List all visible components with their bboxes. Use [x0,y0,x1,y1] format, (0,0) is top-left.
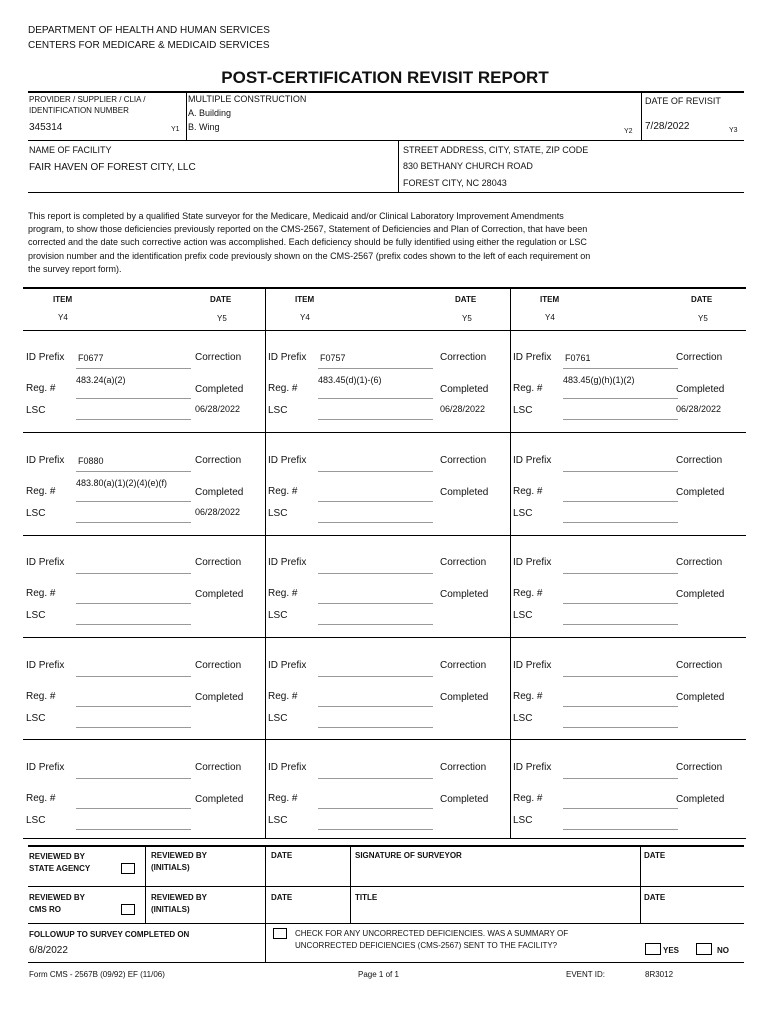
id-prefix-label: ID Prefix [513,660,552,671]
grid-date-header: DATE [691,295,713,304]
grid-row-divider [23,535,746,536]
id-prefix-value[interactable]: F0757 [320,353,346,363]
reg-label: Reg. # [26,691,56,702]
yes-label: YES [663,946,680,955]
completed-label: Completed [195,487,244,498]
reg-value[interactable]: 483.45(g)(h)(1)(2) [563,375,635,385]
reviewed-cms-label-2: CMS RO [29,905,61,914]
grid-item-header: ITEM [295,295,315,304]
id-prefix-label: ID Prefix [513,762,552,773]
completed-label: Completed [676,692,725,703]
id-prefix-underline [563,368,678,369]
event-id-label: EVENT ID: [566,970,605,979]
department-line-2: CENTERS FOR MEDICARE & MEDICAID SERVICES [28,40,270,51]
title-label: TITLE [355,893,378,902]
revisit-date: 7/28/2022 [645,121,690,132]
reg-label: Reg. # [268,383,298,394]
lsc-underline [76,522,191,523]
reg-underline [563,398,678,399]
revisit-label: DATE OF REVISIT [645,96,721,106]
grid-item-code: Y4 [58,313,68,322]
correction-label: Correction [195,660,242,671]
id-prefix-underline [76,573,191,574]
grid-item-code: Y4 [545,313,555,322]
uncorrected-question-2: UNCORRECTED DEFICIENCIES (CMS-2567) SENT TO THE FACILITY? [295,941,558,950]
reg-label: Reg. # [26,793,56,804]
id-prefix-underline [318,676,433,677]
grid-item-code: Y4 [300,313,310,322]
lsc-underline [76,624,191,625]
lsc-underline [76,727,191,728]
id-prefix-label: ID Prefix [26,557,65,568]
lsc-underline [318,624,433,625]
lsc-underline [76,829,191,830]
reg-underline [76,706,191,707]
completion-date[interactable]: 06/28/2022 [195,404,241,414]
reg-underline [76,501,191,502]
id-prefix-label: ID Prefix [513,557,552,568]
grid-date-header: DATE [210,295,232,304]
cms-date-label: DATE [271,893,293,902]
reg-underline [563,501,678,502]
event-id-value: 8R3012 [645,970,674,979]
completed-label: Completed [676,589,725,600]
correction-label: Correction [440,557,487,568]
correction-label: Correction [676,660,723,671]
id-prefix-underline [318,573,433,574]
reviewed-initials-label-2: (INITIALS) [151,863,190,872]
correction-label: Correction [676,762,723,773]
reg-underline [318,603,433,604]
construction-building: A. Building [188,108,232,118]
lsc-label: LSC [26,815,46,826]
reg-underline [318,808,433,809]
lsc-label: LSC [26,405,46,416]
reg-label: Reg. # [26,486,56,497]
lsc-label: LSC [513,713,533,724]
reg-label: Reg. # [268,486,298,497]
correction-label: Correction [195,352,242,363]
uncorrected-checkbox[interactable] [273,928,287,939]
reg-label: Reg. # [268,588,298,599]
id-prefix-label: ID Prefix [513,455,552,466]
lsc-underline [563,624,678,625]
id-prefix-label: ID Prefix [268,455,307,466]
id-prefix-label: ID Prefix [26,352,65,363]
completed-label: Completed [195,692,244,703]
completion-date[interactable]: 06/28/2022 [195,507,241,517]
reg-label: Reg. # [513,486,543,497]
state-agency-checkbox[interactable] [121,863,135,874]
id-prefix-underline [563,573,678,574]
completed-label: Completed [676,487,725,498]
correction-label: Correction [440,455,487,466]
lsc-underline [318,727,433,728]
lsc-label: LSC [513,508,533,519]
grid-column-divider [510,288,511,838]
reg-underline [76,808,191,809]
correction-label: Correction [676,455,723,466]
grid-date-code: Y5 [698,314,708,323]
lsc-underline [318,829,433,830]
construction-label: MULTIPLE CONSTRUCTION [188,94,307,104]
lsc-label: LSC [513,815,533,826]
id-prefix-label: ID Prefix [513,352,552,363]
id-prefix-value[interactable]: F0677 [78,353,104,363]
grid-date-code: Y5 [462,314,472,323]
id-prefix-label: ID Prefix [26,660,65,671]
reg-underline [76,398,191,399]
reg-value[interactable]: 483.24(a)(2) [76,375,126,385]
intro-line: the survey report form). [28,263,122,274]
lsc-underline [318,522,433,523]
reviewed-cms-initials-label-2: (INITIALS) [151,905,190,914]
completed-label: Completed [440,487,489,498]
reg-label: Reg. # [513,691,543,702]
completion-date[interactable]: 06/28/2022 [440,404,486,414]
grid-date-header: DATE [455,295,477,304]
correction-label: Correction [440,660,487,671]
no-checkbox[interactable] [696,943,712,955]
reg-underline [563,808,678,809]
id-prefix-underline [563,676,678,677]
completed-label: Completed [195,589,244,600]
construction-code: Y2 [624,128,633,135]
construction-wing: B. Wing [188,122,220,132]
facility-name: FAIR HAVEN OF FOREST CITY, LLC [29,162,196,173]
lsc-label: LSC [26,508,46,519]
provider-label-1: PROVIDER / SUPPLIER / CLIA / [29,95,146,104]
form-number: Form CMS - 2567B (09/92) EF (11/06) [29,970,165,979]
id-prefix-underline [318,368,433,369]
lsc-label: LSC [268,713,288,724]
reviewed-cms-initials-label-1: REVIEWED BY [151,893,208,902]
page-title: POST-CERTIFICATION REVISIT REPORT [221,68,549,87]
reg-underline [318,501,433,502]
lsc-label: LSC [26,610,46,621]
reg-underline [318,398,433,399]
completed-label: Completed [676,794,725,805]
reg-underline [76,603,191,604]
provider-label-2: IDENTIFICATION NUMBER [29,106,129,115]
id-prefix-value[interactable]: F0880 [78,456,104,466]
reg-label: Reg. # [26,383,56,394]
id-prefix-underline [76,676,191,677]
followup-date: 6/8/2022 [29,945,68,956]
signature-label: SIGNATURE OF SURVEYOR [355,851,462,860]
grid-item-header: ITEM [540,295,560,304]
completed-label: Completed [440,794,489,805]
lsc-underline [318,419,433,420]
lsc-underline [563,419,678,420]
reg-value[interactable]: 483.80(a)(1)(2)(4)(e)(f) [76,478,168,488]
uncorrected-question-1: CHECK FOR ANY UNCORRECTED DEFICIENCIES. WAS A SUMMARY OF [295,929,569,938]
correction-label: Correction [676,352,723,363]
reg-value[interactable]: 483.45(d)(1)-(6) [318,375,382,385]
cms-ro-checkbox[interactable] [121,904,135,915]
id-prefix-label: ID Prefix [268,557,307,568]
id-prefix-label: ID Prefix [26,455,65,466]
revisit-code: Y3 [729,127,738,134]
reg-label: Reg. # [268,793,298,804]
id-prefix-label: ID Prefix [268,352,307,363]
completed-label: Completed [676,384,725,395]
id-prefix-underline [318,471,433,472]
grid-row-divider [23,739,746,740]
reg-label: Reg. # [26,588,56,599]
lsc-label: LSC [513,405,533,416]
lsc-underline [563,727,678,728]
lsc-underline [76,419,191,420]
completed-label: Completed [440,692,489,703]
reg-underline [318,706,433,707]
reg-label: Reg. # [513,793,543,804]
completed-label: Completed [195,794,244,805]
reg-label: Reg. # [268,691,298,702]
completed-label: Completed [440,589,489,600]
intro-line: corrected and the date such corrective action was accomplished. Each deficiency should be fully identified using either the regulation or LSC [28,237,587,248]
facility-name-label: NAME OF FACILITY [29,145,112,155]
review-date-label: DATE [271,851,293,860]
lsc-label: LSC [268,815,288,826]
lsc-label: LSC [268,405,288,416]
intro-line: This report is completed by a qualified State surveyor for the Medicare, Medicaid and/or Clinical Laboratory Improvement Amendments [28,211,564,221]
department-line-1: DEPARTMENT OF HEALTH AND HUMAN SERVICES [28,25,270,36]
correction-label: Correction [440,352,487,363]
address-line-1: 830 BETHANY CHURCH ROAD [403,161,533,171]
lsc-label: LSC [268,508,288,519]
grid-top-border [23,287,746,289]
reg-label: Reg. # [513,383,543,394]
correction-label: Correction [195,455,242,466]
id-prefix-underline [76,471,191,472]
completed-label: Completed [440,384,489,395]
provider-number: 345314 [29,122,63,133]
lsc-underline [563,522,678,523]
id-prefix-underline [563,471,678,472]
address-label: STREET ADDRESS, CITY, STATE, ZIP CODE [403,145,589,155]
id-prefix-label: ID Prefix [268,660,307,671]
id-prefix-underline [318,778,433,779]
reg-underline [563,603,678,604]
completed-label: Completed [195,384,244,395]
reviewed-cms-label-1: REVIEWED BY [29,893,86,902]
title-date-label: DATE [644,893,666,902]
intro-line: provision number and the identification prefix code previously shown on the CMS-2567 (prefix codes shown to the left of each requirement on [28,250,591,261]
grid-row-divider [23,637,746,638]
id-prefix-label: ID Prefix [268,762,307,773]
reviewed-state-label-2: STATE AGENCY [29,864,91,873]
lsc-label: LSC [26,713,46,724]
grid-row-divider [23,838,746,839]
grid-row-divider [23,432,746,433]
yes-checkbox[interactable] [645,943,661,955]
id-prefix-underline [76,778,191,779]
correction-label: Correction [195,762,242,773]
reg-underline [563,706,678,707]
reviewed-state-label-1: REVIEWED BY [29,852,86,861]
grid-header-border [23,330,746,331]
followup-label: FOLLOWUP TO SURVEY COMPLETED ON [29,930,190,939]
correction-label: Correction [440,762,487,773]
id-prefix-value[interactable]: F0761 [565,353,591,363]
no-label: NO [717,946,729,955]
grid-column-divider [265,288,266,838]
signature-date-label: DATE [644,851,666,860]
reg-label: Reg. # [513,588,543,599]
correction-label: Correction [195,557,242,568]
provider-code: Y1 [171,126,180,133]
id-prefix-underline [563,778,678,779]
address-line-2: FOREST CITY, NC 28043 [403,178,507,188]
grid-date-code: Y5 [217,314,227,323]
id-prefix-underline [76,368,191,369]
lsc-label: LSC [268,610,288,621]
intro-paragraph [28,210,748,276]
intro-line: program, to show those deficiencies previously reported on the CMS-2567, Statement of Deficiencies and Plan of Correction, that have been [28,224,588,235]
lsc-label: LSC [513,610,533,621]
completion-date[interactable]: 06/28/2022 [676,404,722,414]
grid-item-header: ITEM [53,295,73,304]
id-prefix-label: ID Prefix [26,762,65,773]
lsc-underline [563,829,678,830]
correction-label: Correction [676,557,723,568]
reviewed-initials-label-1: REVIEWED BY [151,851,208,860]
page-number: Page 1 of 1 [358,970,399,979]
